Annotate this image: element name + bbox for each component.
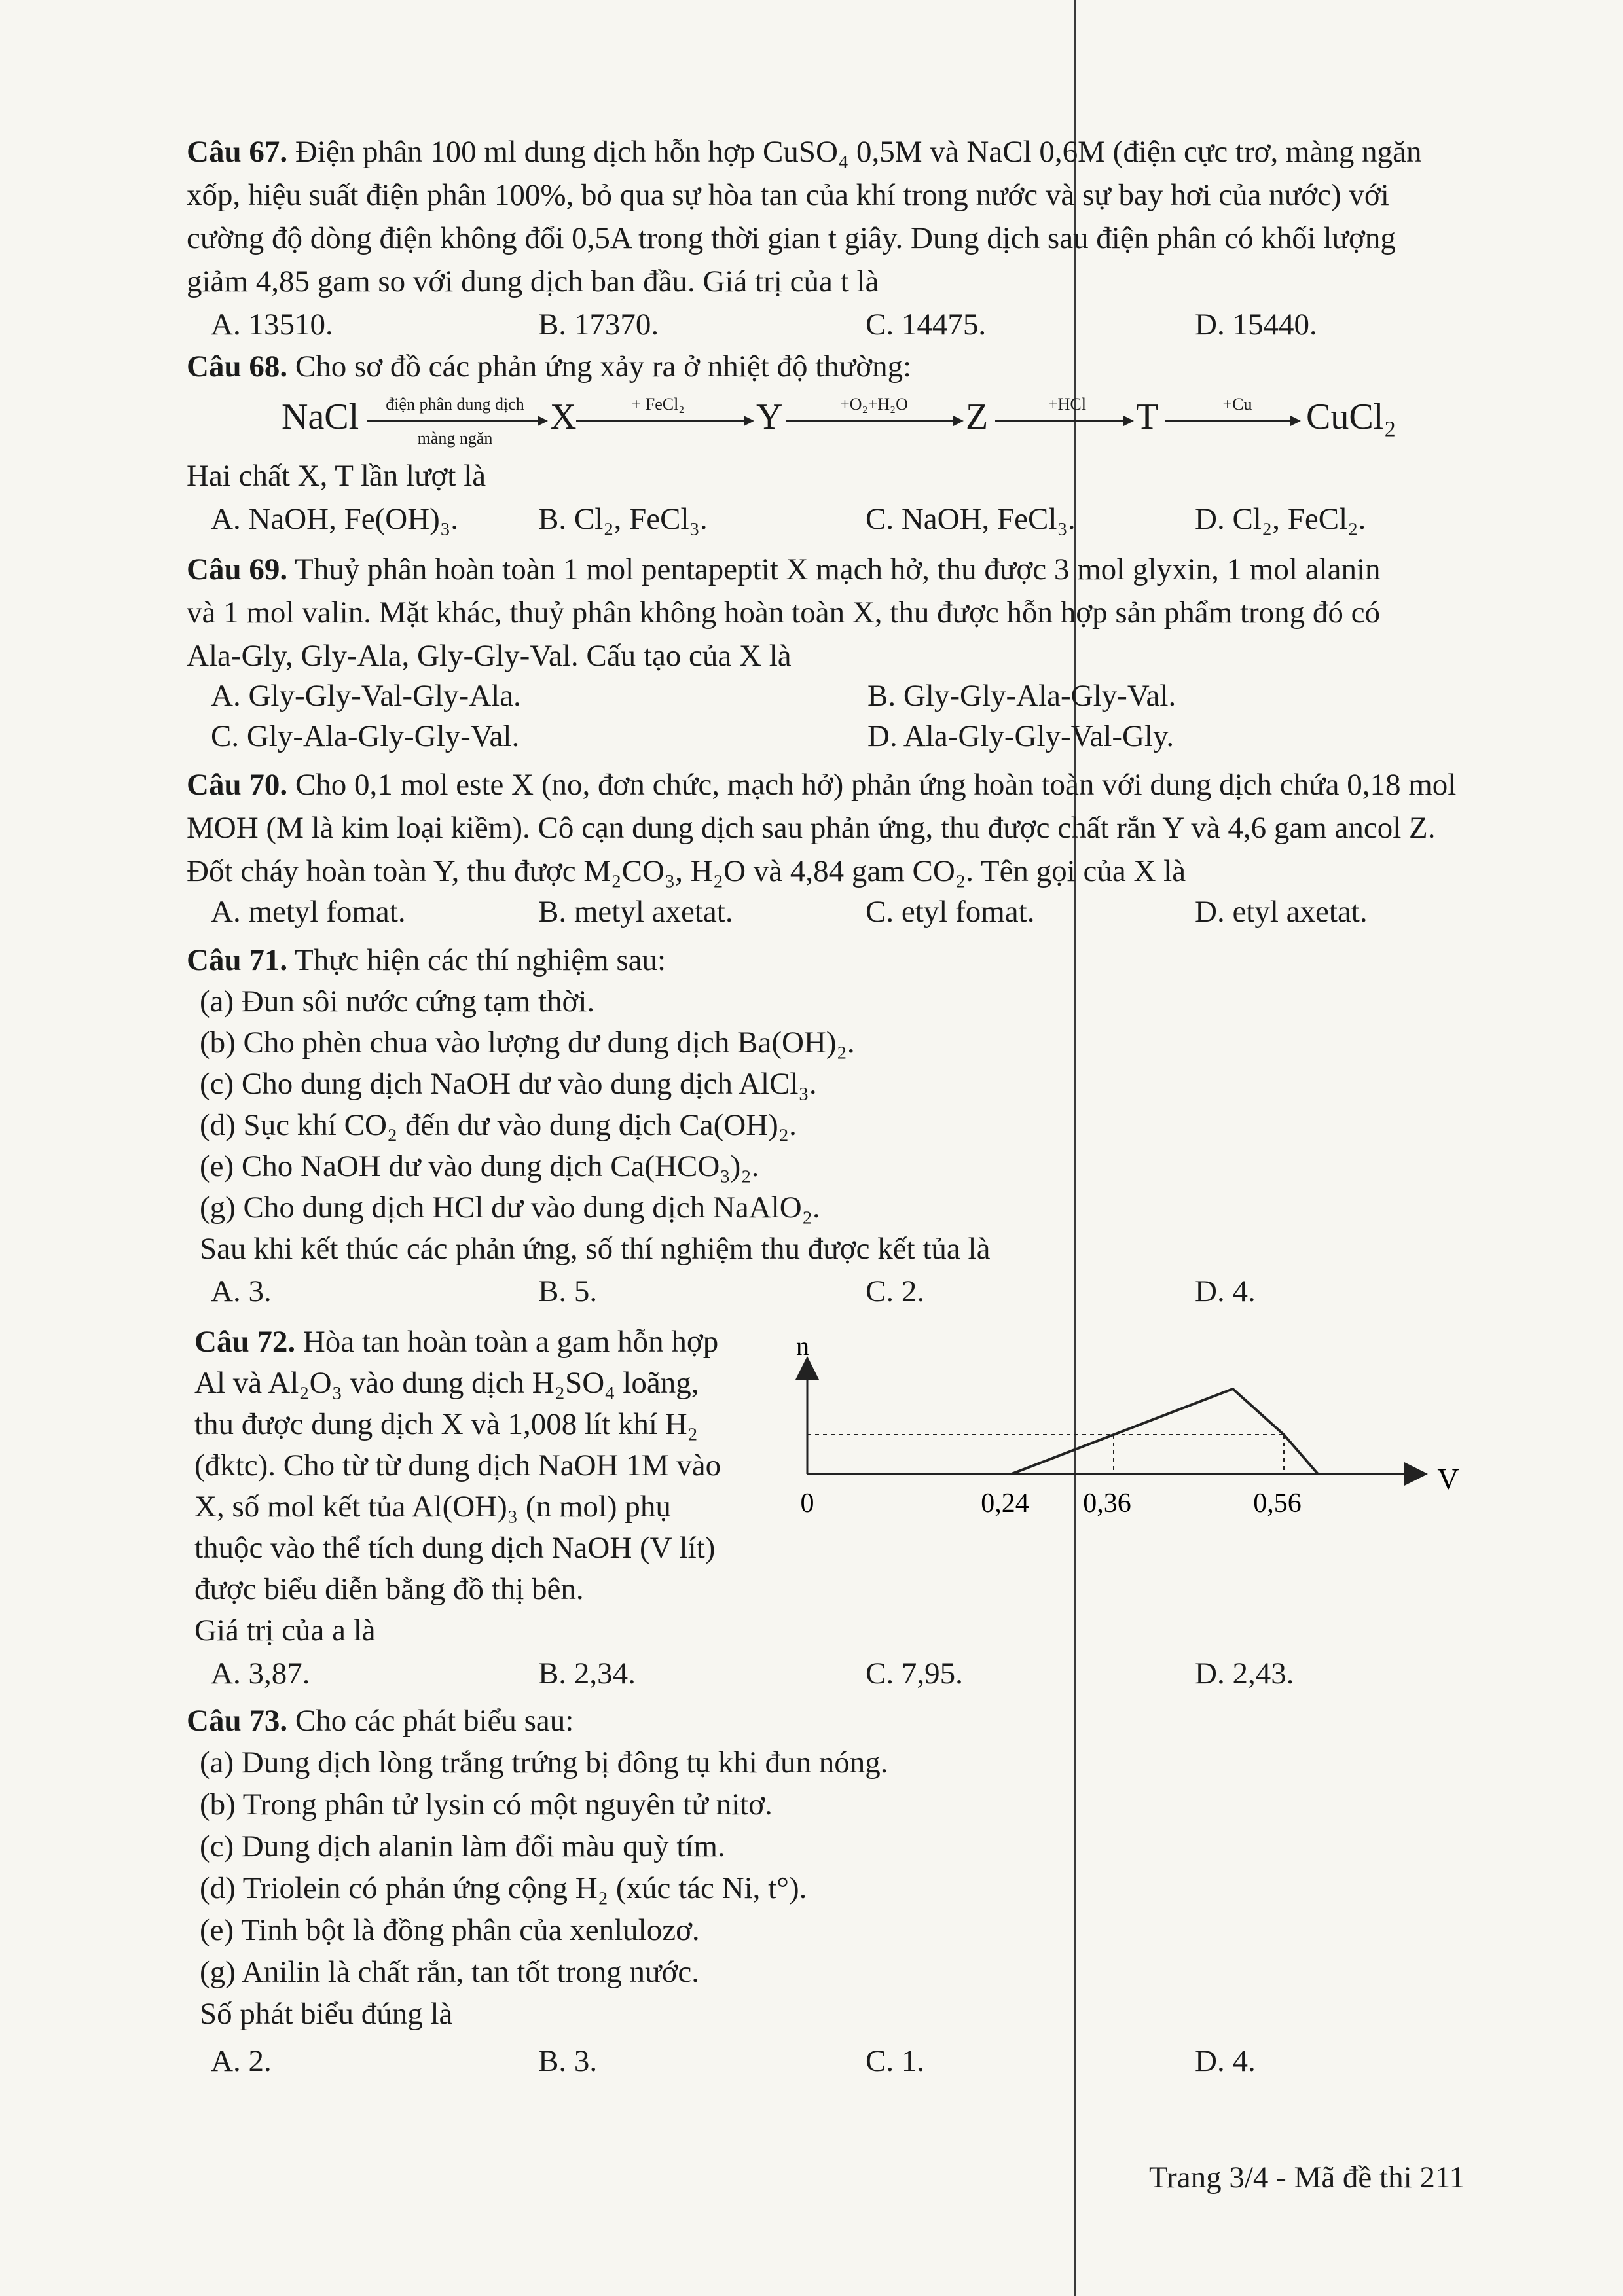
q71-item-b: (b) Cho phèn chua vào lượng dư dung dịch Ba(OH)₂. [200, 1026, 855, 1060]
q67-text-1: Điện phân 100 ml dung dịch hỗn hợp CuSO₄ 0,5M và NaCl 0,6M (điện cực trơ, màng ngăn [295, 135, 1422, 169]
q73-text: Cho các phát biểu sau: [295, 1704, 574, 1738]
q67-option-d[interactable]: D. 15440. [1195, 308, 1317, 342]
q71-item-c: (c) Cho dung dịch NaOH dư vào dung dịch AlCl₃. [200, 1067, 817, 1101]
q71-item-a: (a) Đun sôi nước cứng tạm thời. [200, 984, 595, 1018]
q72-option-a[interactable]: A. 3,87. [211, 1657, 310, 1691]
q70-label: Câu 70. [187, 768, 288, 802]
condition-membrane: màng ngăn [417, 429, 493, 448]
q71-line-1 [187, 942, 666, 978]
arrow-4 [995, 420, 1133, 422]
q70-line-3: Đốt cháy hoàn toàn Y, thu được M₂CO₃, H₂O và 4,84 gam CO₂. Tên gọi của X là [187, 854, 1186, 888]
q67-line-4: giảm 4,85 gam so với dung dịch ban đầu. Giá trị của t là [187, 264, 879, 298]
arrow-3 [786, 420, 962, 422]
q71-question: Sau khi kết thúc các phản ứng, số thí nghiệm thu được kết tủa là [200, 1232, 991, 1266]
q68-reaction-scheme [282, 389, 1460, 461]
q73-item-a: (a) Dung dịch lòng trắng trứng bị đông tụ khi đun nóng. [200, 1746, 888, 1780]
q72-line-5: X, số mol kết tủa Al(OH)₃ (n mol) phụ [194, 1490, 671, 1524]
q69-line-3: Ala-Gly, Gly-Ala, Gly-Gly-Val. Cấu tạo của X là [187, 639, 792, 673]
q72-label: Câu 72. [194, 1325, 296, 1359]
tick-label-036: 0,36 [1083, 1488, 1131, 1518]
q68-option-d[interactable]: D. Cl₂, FeCl₂. [1195, 502, 1366, 536]
condition-cu: +Cu [1222, 395, 1252, 414]
q71-item-e: (e) Cho NaOH dư vào dung dịch Ca(HCO₃)₂. [200, 1149, 759, 1183]
q72-line-6: thuộc vào thể tích dung dịch NaOH (V lít) [194, 1531, 716, 1565]
q72-line-1 [194, 1324, 718, 1359]
condition-o2-h2o: +O₂+H₂O [840, 395, 908, 414]
q70-line-2: MOH (M là kim loại kiềm). Cô cạn dung dịch sau phản ứng, thu được chất rắn Y và 4,6 gam ancol Z. [187, 811, 1436, 845]
q71-label: Câu 71. [187, 943, 288, 977]
arrow-2 [576, 420, 753, 422]
q69-option-d[interactable]: D. Ala-Gly-Gly-Val-Gly. [867, 719, 1175, 753]
q68-line-1 [187, 349, 911, 384]
q72-line-7: được biểu diễn bằng đồ thị bên. [194, 1572, 584, 1606]
q73-item-e: (e) Tinh bột là đồng phân của xenlulozơ. [200, 1913, 700, 1947]
q72-option-c[interactable]: C. 7,95. [866, 1657, 963, 1691]
q69-option-a[interactable]: A. Gly-Gly-Val-Gly-Ala. [211, 679, 521, 713]
q67-line-3: cường độ dòng điện không đổi 0,5A trong thời gian t giây. Dung dịch sau điện phân có khối lượng [187, 221, 1396, 255]
q71-text: Thực hiện các thí nghiệm sau: [295, 943, 666, 977]
q70-option-b[interactable]: B. metyl axetat. [538, 895, 733, 929]
tick-label-024: 0,24 [981, 1488, 1029, 1518]
q69-line-1 [187, 552, 1381, 587]
q68-question: Hai chất X, T lần lượt là [187, 459, 486, 493]
q72-line-3: thu được dung dịch X và 1,008 lít khí H₂ [194, 1407, 699, 1441]
q73-item-b: (b) Trong phân tử lysin có một nguyên tử nitơ. [200, 1787, 773, 1821]
x-axis-label: V [1437, 1462, 1459, 1496]
q70-line-1 [187, 767, 1456, 802]
q67-option-a[interactable]: A. 13510. [211, 308, 333, 342]
q73-item-c: (c) Dung dịch alanin làm đổi màu quỳ tím. [200, 1829, 725, 1863]
q67-label: Câu 67. [187, 135, 288, 169]
species-x: X [550, 397, 577, 437]
q70-text-1: Cho 0,1 mol este X (no, đơn chức, mạch hở) phản ứng hoàn toàn với dung dịch chứa 0,18 mol [295, 768, 1457, 802]
y-axis-label: n [796, 1331, 809, 1361]
origin-label: 0 [800, 1488, 814, 1518]
q73-line-1 [187, 1703, 574, 1738]
q70-option-d[interactable]: D. etyl axetat. [1195, 895, 1368, 929]
q68-option-b[interactable]: B. Cl₂, FeCl₃. [538, 502, 708, 536]
arrow-5 [1165, 420, 1300, 422]
q71-option-c[interactable]: C. 2. [866, 1274, 925, 1308]
q73-item-d: (d) Triolein có phản ứng cộng H₂ (xúc tác Ni, t°). [200, 1871, 807, 1905]
q73-item-g: (g) Anilin là chất rắn, tan tốt trong nước. [200, 1955, 699, 1989]
q73-label: Câu 73. [187, 1704, 288, 1738]
condition-fecl2: + FeCl₂ [631, 395, 685, 414]
q73-option-a[interactable]: A. 2. [211, 2044, 272, 2078]
q68-text: Cho sơ đồ các phản ứng xảy ra ở nhiệt độ thường: [295, 350, 912, 384]
q68-option-a[interactable]: A. NaOH, Fe(OH)₃. [211, 502, 458, 536]
q68-label: Câu 68. [187, 350, 288, 384]
q72-line-4: (đktc). Cho từ từ dung dịch NaOH 1M vào [194, 1448, 721, 1482]
q70-option-a[interactable]: A. metyl fomat. [211, 895, 406, 929]
q72-text-1: Hòa tan hoàn toàn a gam hỗn hợp [302, 1325, 719, 1359]
q73-option-d[interactable]: D. 4. [1195, 2044, 1256, 2078]
q67-option-b[interactable]: B. 17370. [538, 308, 659, 342]
species-y: Y [756, 397, 783, 437]
q73-option-c[interactable]: C. 1. [866, 2044, 925, 2078]
q69-option-b[interactable]: B. Gly-Gly-Ala-Gly-Val. [867, 679, 1176, 713]
q72-line-2: Al và Al₂O₃ vào dung dịch H₂SO₄ loãng, [194, 1366, 699, 1400]
tick-label-056: 0,56 [1253, 1488, 1302, 1518]
q72-option-d[interactable]: D. 2,43. [1195, 1657, 1294, 1691]
q73-option-b[interactable]: B. 3. [538, 2044, 598, 2078]
q67-line-2: xốp, hiệu suất điện phân 100%, bỏ qua sự hòa tan của khí trong nước và sự bay hơi của nước) với [187, 178, 1389, 212]
q69-option-c[interactable]: C. Gly-Ala-Gly-Gly-Val. [211, 719, 520, 753]
species-cucl2: CuCl₂ [1306, 397, 1396, 437]
q67-option-c[interactable]: C. 14475. [866, 308, 987, 342]
q68-option-c[interactable]: C. NaOH, FeCl₃. [866, 502, 1076, 536]
q71-item-g: (g) Cho dung dịch HCl dư vào dung dịch NaAlO₂. [200, 1191, 820, 1225]
q71-item-d: (d) Sục khí CO₂ đến dư vào dung dịch Ca(OH)₂. [200, 1108, 797, 1142]
q69-label: Câu 69. [187, 552, 288, 586]
q73-question: Số phát biểu đúng là [200, 1997, 453, 2031]
species-t: T [1136, 397, 1159, 437]
species-z: Z [966, 397, 989, 437]
q71-option-b[interactable]: B. 5. [538, 1274, 598, 1308]
q72-option-b[interactable]: B. 2,34. [538, 1657, 636, 1691]
species-nacl: NaCl [282, 397, 359, 437]
q72-graph [786, 1329, 1493, 1545]
q69-text-1: Thuỷ phân hoàn toàn 1 mol pentapeptit X mạch hở, thu được 3 mol glyxin, 1 mol alanin [295, 552, 1381, 586]
condition-electrolysis: điện phân dung dịch [386, 395, 524, 414]
q70-option-c[interactable]: C. etyl fomat. [866, 895, 1035, 929]
arrow-1 [367, 420, 547, 422]
q69-line-2: và 1 mol valin. Mặt khác, thuỷ phân không hoàn toàn X, thu được hỗn hợp sản phẩm trong đó có [187, 596, 1381, 630]
q71-option-d[interactable]: D. 4. [1195, 1274, 1256, 1308]
condition-hcl: +HCl [1048, 395, 1086, 414]
q71-option-a[interactable]: A. 3. [211, 1274, 272, 1308]
page-footer: Trang 3/4 - Mã đề thi 211 [1149, 2161, 1465, 2195]
q67-line-1 [187, 134, 1422, 170]
precipitate-curve [1012, 1389, 1318, 1474]
scan-artifact-line [1074, 0, 1076, 2296]
q72-line-8: Giá trị của a là [194, 1613, 376, 1647]
